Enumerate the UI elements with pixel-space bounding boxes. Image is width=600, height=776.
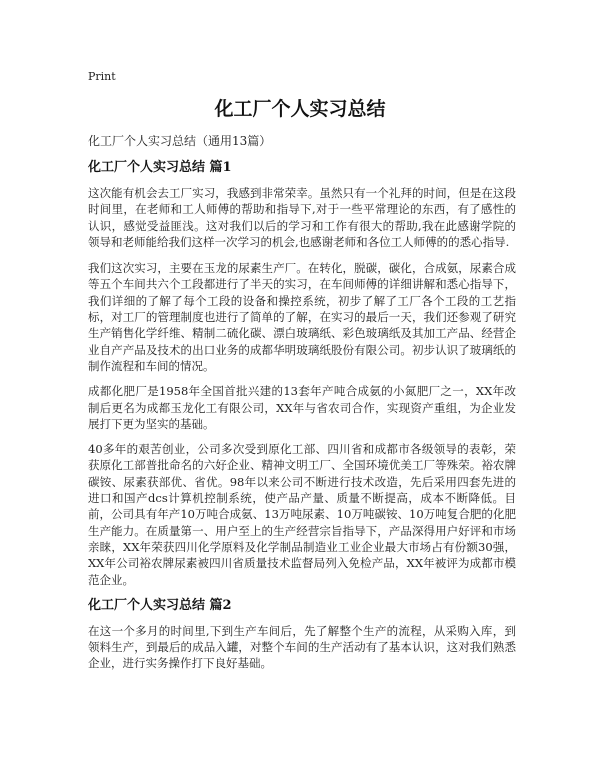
paragraph: 40多年的艰苦创业，公司多次受到原化工部、四川省和成都市各级领导的表彰，荣获原化工部普批命名的六好企业、精神文明工厂、全国环境优美工厂等殊荣。裕农牌碳铵、尿素获部优、省优。98年以来公司不断进行技术改造，先后采用四套先进的进口和国产dcs计算机控制系统，使产品产量、质量不断提高，成本不断降低。目前，公司具有年产10万吨合成氨、13万吨尿素、10万吨碳铵、10万吨复合肥的化肥生产能力。在质量第一、用户至上的生产经营宗旨指导下，产品深得用户好评和市场亲睐，XX年荣获四川化学原料及化学制品制造业工业企业最大市场占有份额30强，XX年公司裕农牌尿素被四川省质量技术监督局列入免检产品，XX年被评为成都市模范企业。 xyxy=(88,442,516,587)
section-heading-1: 化工厂个人实习总结 篇1 xyxy=(88,160,232,175)
section-heading-2: 化工厂个人实习总结 篇2 xyxy=(88,597,232,613)
document-title: 化工厂个人实习总结 xyxy=(214,98,386,120)
print-link[interactable]: Print xyxy=(88,70,116,83)
paragraph: 成都化肥厂是1958年全国首批兴建的13套年产吨合成氨的小氮肥厂之一，XX年改制后更名为成都玉龙化工有限公司，XX年与省农司合作，实现资产重组，为企业发展打下更为坚实的基础。 xyxy=(88,384,516,431)
paragraph: 在这一个多月的时间里,下到生产车间后，先了解整个生产的流程，从采购入库，到领料生产，到最后的成品入罐，对整个车间的生产活动有了基本认识，这对我们熟悉企业，进行实务操作打下良好基础。 xyxy=(88,623,516,671)
document-body xyxy=(88,132,516,681)
document-subtitle: 化工厂个人实习总结（通用13篇） xyxy=(88,134,272,148)
paragraph: 我们这次实习，主要在玉龙的尿素生产厂。在转化，脱碳，碳化，合成氨，尿素合成等五个车间共六个工段都进行了半天的实习，在车间师傅的详细讲解和悉心指导下，我们详细的了解了每个工段的设备和操控系统，初步了解了工厂各个工段的工艺指标，对工厂的管理制度也进行了简单的了解，在实习的最后一天，我们还参观了研究生产销售化学纤维、精制二硫化碳、漂白玻璃纸、彩色玻璃纸及其加工产品、经营企业自产产品及技术的出口业务的成都华明玻璃纸股份有限公司。初步认识了玻璃纸的制作流程和车间的情况。 xyxy=(88,261,516,373)
paragraph: 这次能有机会去工厂实习，我感到非常荣幸。虽然只有一个礼拜的时间，但是在这段时间里，在老师和工人师傅的帮助和指导下,对于一些平常理论的东西，有了感性的认识，感觉受益匪浅。这对我们以后的学习和工作有很大的帮助,我在此感谢学院的领导和老师能给我们这样一次学习的机会,也感谢老师和各位工人师傅的的悉心指导. xyxy=(88,186,516,249)
